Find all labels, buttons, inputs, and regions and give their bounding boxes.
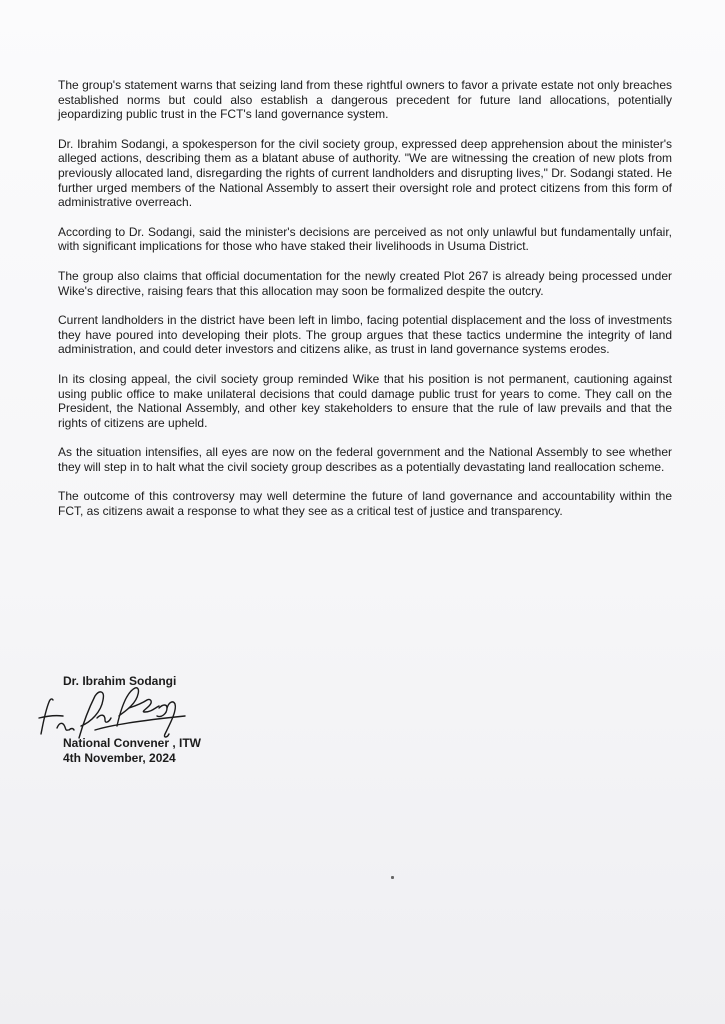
paragraph: As the situation intensifies, all eyes are now on the federal government and the National Assembly to see whether they will step in to halt what the civil society group describes as a potentially devastating land reallocation scheme. [58,445,672,474]
paragraph: Dr. Ibrahim Sodangi, a spokesperson for the civil society group, expressed deep apprehension about the minister's alleged actions, describing them as a blatant abuse of authority. "We are witnessing the creation of new plots from previously allocated land, disregarding the rights of current landholders and disrupting lives," Dr. Sodangi stated. He further urged members of the National Assembly to assert their oversight role and protect citizens from this form of administrative overreach. [58,136,672,210]
paragraph: The outcome of this controversy may well determine the future of land governance and accountability within the FCT, as citizens await a response to what they see as a critical test of justice and transparency. [58,489,672,519]
document-body [58,78,672,534]
signature-date: 4th November, 2024 [63,751,176,765]
paragraph: The group's statement warns that seizing land from these rightful owners to favor a private estate not only breaches established norms but could also establish a dangerous precedent for future land allocations, potentially jeopardizing public trust in the FCT's land governance system. [58,78,672,122]
stray-mark [391,876,394,879]
signature-block [63,674,323,774]
paragraph: The group also claims that official documentation for the newly created Plot 267 is already being processed under Wike's directive, raising fears that this allocation may soon be formalized despite the outcry. [58,268,672,298]
signatory-name: Dr. Ibrahim Sodangi [63,674,177,688]
paragraph: According to Dr. Sodangi, said the minister's decisions are perceived as not only unlawful but fundamentally unfair, with significant implications for those who have staked their livelihoods in Usuma District. [58,224,672,254]
paragraph: In its closing appeal, the civil society group reminded Wike that his position is not permanent, cautioning against using public office to make unilateral decisions that could damage public trust for years to come. They call on the President, the National Assembly, and other key stakeholders to ensure that the rule of law prevails and that the rights of citizens are upheld. [58,371,672,430]
signatory-title: National Convener , ITW [63,736,202,750]
paragraph: Current landholders in the district have been left in limbo, facing potential displacement and the loss of investments they have poured into developing their plots. The group argues that these tactics undermine the integrity of land administration, and could deter investors and citizens alike, as trust in land governance systems erodes. [58,313,672,357]
